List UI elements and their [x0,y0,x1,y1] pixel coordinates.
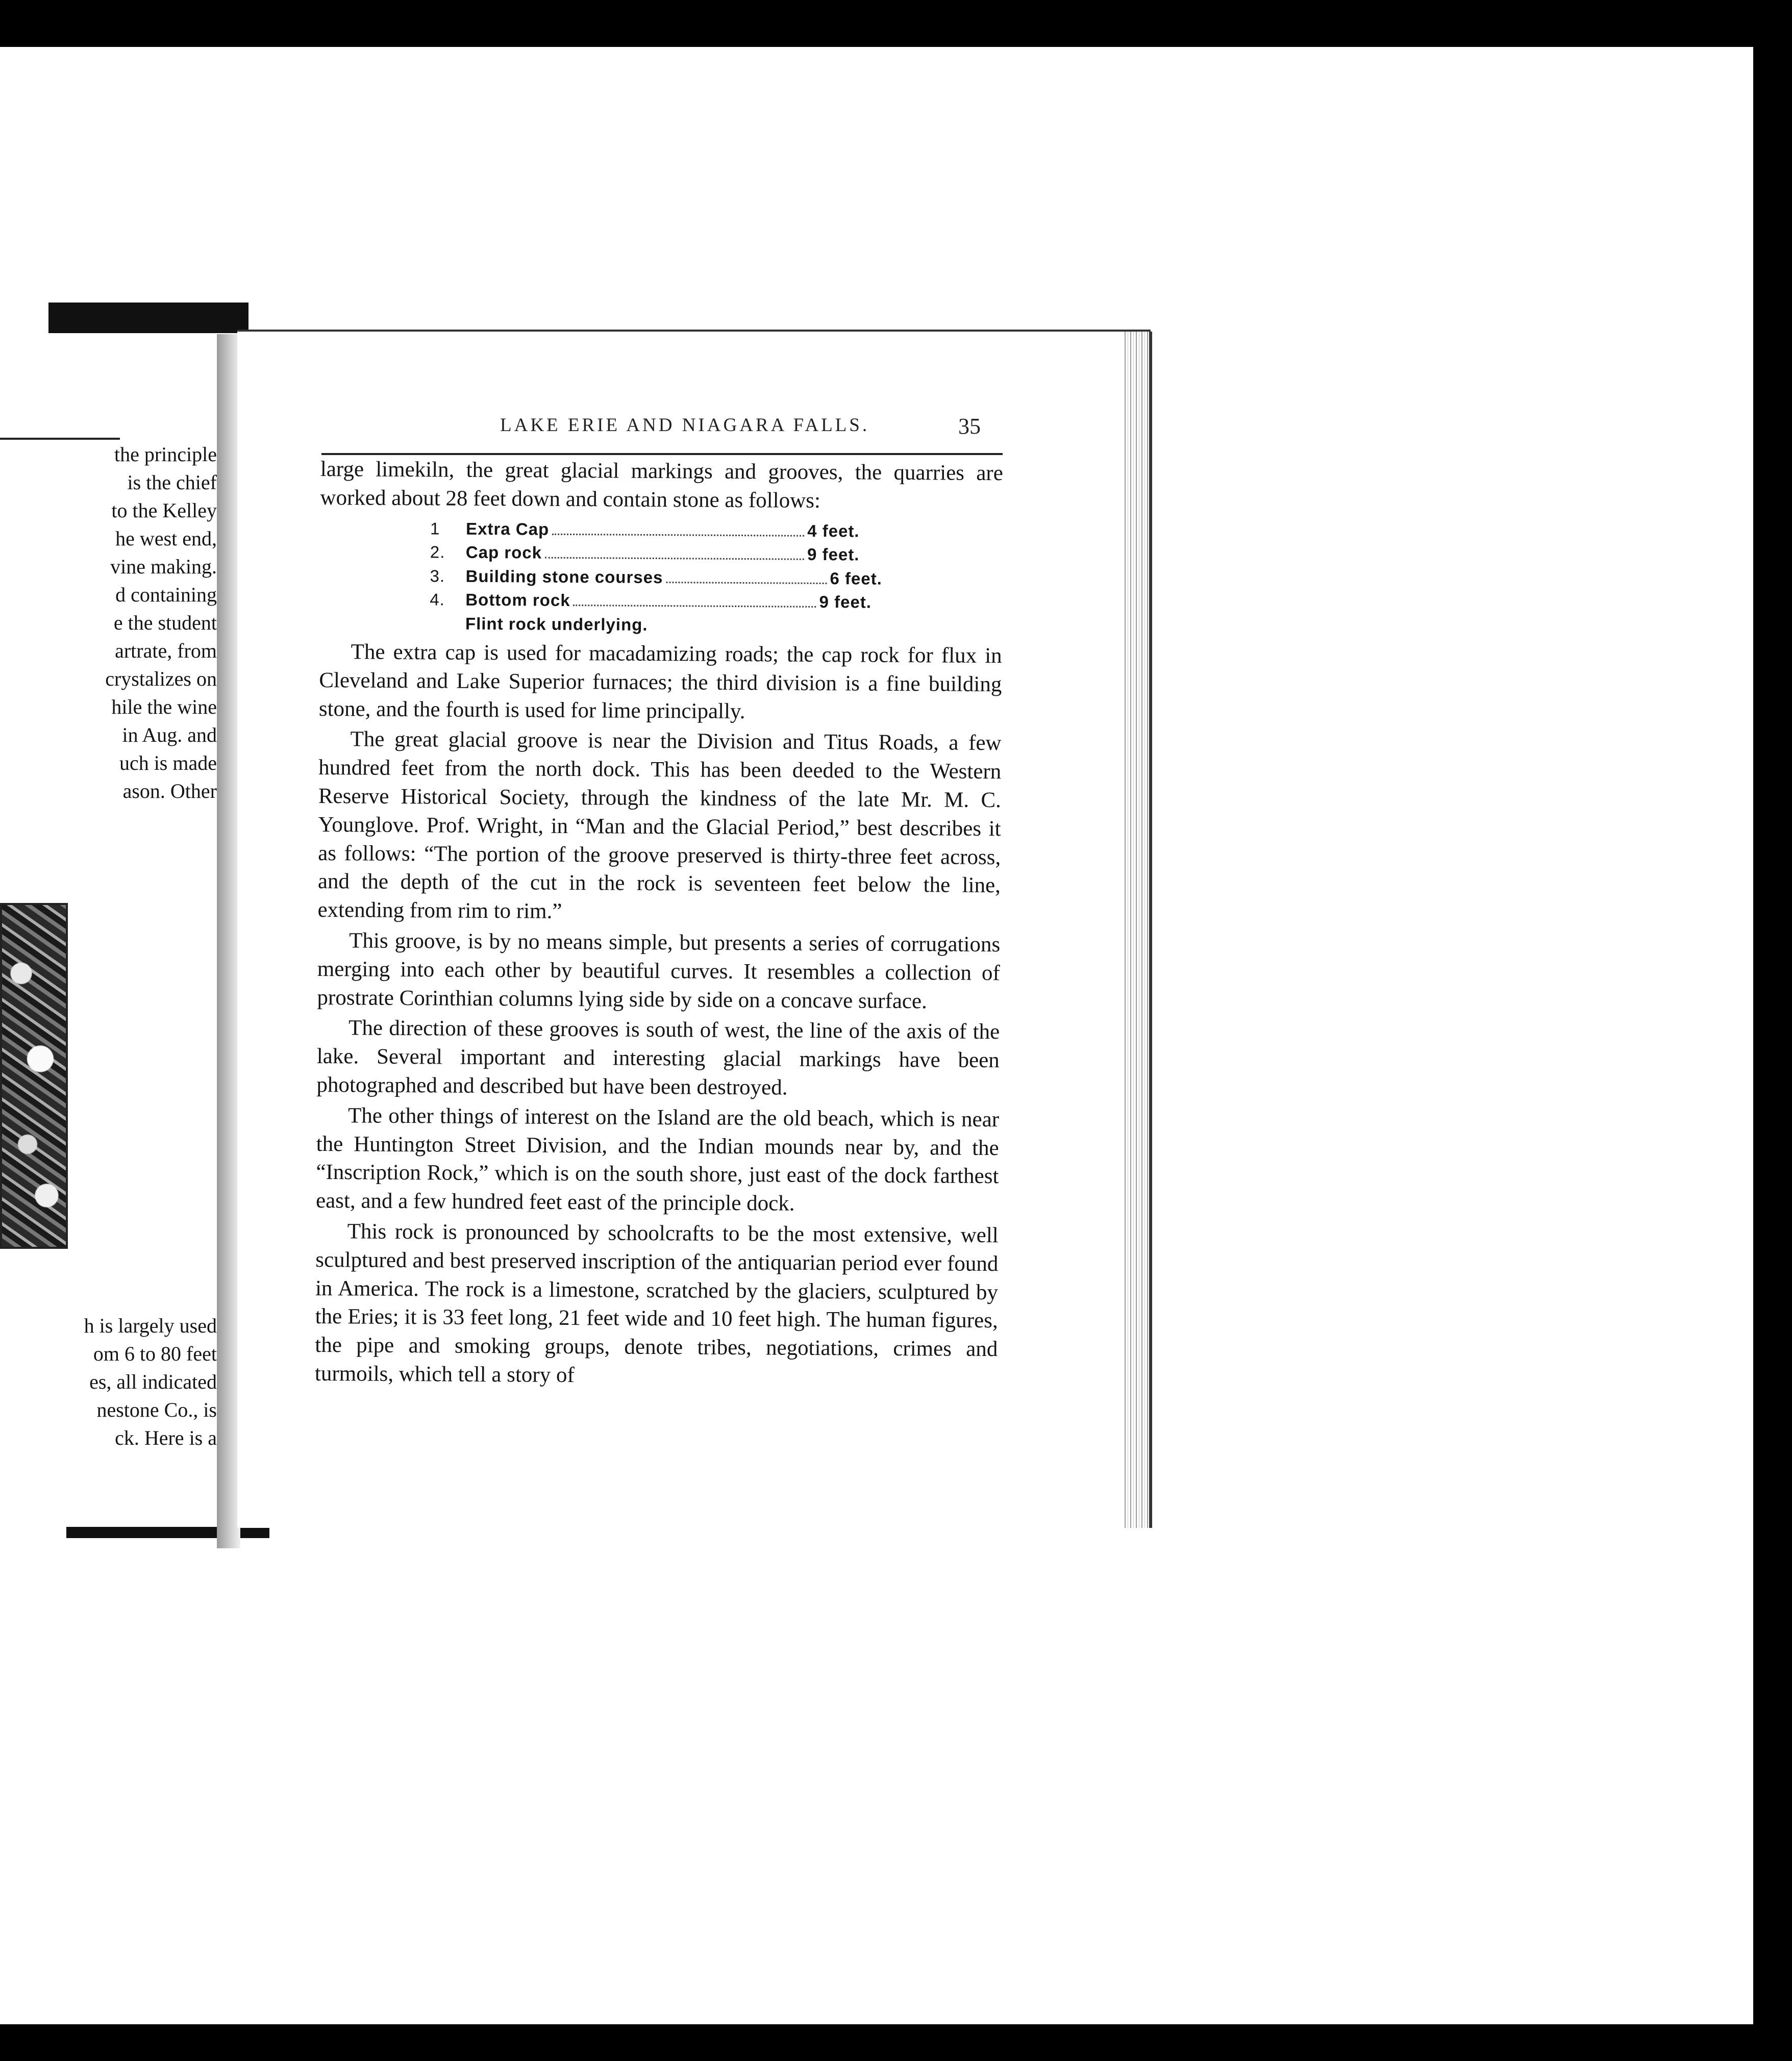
dot-leader [545,552,804,560]
left-page-line: artrate, from [115,639,217,662]
dot-leader [666,576,827,584]
left-page-line: crystalizes on [105,667,217,690]
stone-course-number: 3. [430,566,445,586]
stone-table-row [319,564,1002,592]
stone-table-row [319,587,1002,615]
body-paragraph: The extra cap is used for macadamizing roads; the cap rock for flux in Cleveland and Lake Superior furnaces; the third division is a fine building stone, and the fourth is used for lime principally. [318,640,1002,723]
scanner-frame-right [1753,0,1792,2061]
stone-table-note: Flint rock underlying. [465,614,648,634]
stone-course-thickness: 9 feet. [819,592,872,612]
body-paragraph: The direction of these grooves is south of west, the line of the axis of the lake. Several important and interesting glacial markings have been photographed and described but have been destroyed. [316,1016,1000,1100]
body-paragraph: This groove, is by no means simple, but presents a series of corrugations merging into each other by beautiful curves. It resembles a collection of prostrate Corinthian columns lying side by side on a concave surface. [317,928,1001,1013]
stone-course-number: 4. [430,590,445,609]
left-page-line: is the chief [127,471,217,494]
body-paragraph: This rock is pronounced by schoolcrafts to be the most extensive, well sculptured and best preserved inscription of the antiquarian period ever found in America. The rock is a limestone, scratched by the glaciers, sculptured by the Eries; it is 33 feet long, 21 feet wide and 10 feet high. The human figures, the pipe and smoking groups, denote tribes, negotiations, crimes and turmoils, which tell a story of [314,1219,999,1388]
stone-courses-table [319,516,1003,639]
left-page-line: the principle [114,443,217,466]
left-page-line: e the student [113,611,217,634]
stone-course-name: Building stone courses [465,566,663,587]
stone-course-thickness: 4 feet. [807,521,860,541]
stone-course-thickness: 6 feet. [830,568,882,588]
left-page-edge-top [48,303,248,333]
left-page-line: h is largely used [84,1314,217,1337]
stone-course-name: Extra Cap [466,519,550,539]
left-page-line: nestone Co., is [96,1398,217,1421]
left-page-line: d containing [115,583,217,606]
left-page-line: to the Kelley [111,499,217,522]
left-page-line: in Aug. and [122,723,217,746]
stone-table-row [320,540,1003,568]
scanner-frame-bottom [0,2024,1792,2061]
page-edges [1123,332,1152,1528]
stone-course-number: 2. [430,542,445,562]
left-page-line: om 6 to 80 feet [93,1342,217,1365]
intro-paragraph: large limekiln, the great glacial markings and grooves, the quarries are worked about 28 feet down and contain stone as follows: [320,457,1003,513]
header-rule [321,453,1003,455]
left-page-line: ason. Other [122,780,217,802]
page-body [315,455,1003,1392]
left-page-line: uch is made [119,751,217,774]
page-number: 35 [958,414,981,439]
left-page-line: hile the wine [111,695,217,718]
body-paragraph: The other things of interest on the Island are the old beach, which is near the Huntington Street Division, and the Indian mounds near by, and the “Inscription Rock,” which is on the south shore, just east of the dock farthest east, and a few hundred feet east of the principle dock. [315,1103,1000,1216]
left-page-header-rule [0,438,120,440]
stone-course-name: Bottom rock [465,590,570,610]
left-page-line: es, all indicated [89,1370,217,1393]
stone-course-number: 1 [430,518,440,538]
stone-course-name: Cap rock [465,542,542,562]
dot-leader [574,599,816,608]
dot-leader [552,528,804,536]
stone-course-thickness: 9 feet. [807,544,860,564]
scanner-frame-top [0,0,1792,47]
left-page-line: vine making. [110,555,217,578]
stone-table-row [320,516,1003,544]
left-page-line: he west end, [115,527,217,550]
running-title: LAKE ERIE AND NIAGARA FALLS. [500,415,870,436]
left-page-line: ck. Here is a [115,1426,217,1449]
left-page [0,334,227,1548]
left-page-photograph [0,903,68,1249]
body-paragraph: The great glacial groove is near the Division and Titus Roads, a few hundred feet from the north dock. This has been deeded to the Western Reserve Historical Society, through the kindness of the late Mr. M. C. Younglove. Prof. Wright, in “Man and the Glacial Period,” best describes it as follows: “The portion of the groove preserved is thirty-three feet across, and the depth of the cut in the rock is seventeen feet below the line, extending from rim to rim.” [317,727,1002,924]
